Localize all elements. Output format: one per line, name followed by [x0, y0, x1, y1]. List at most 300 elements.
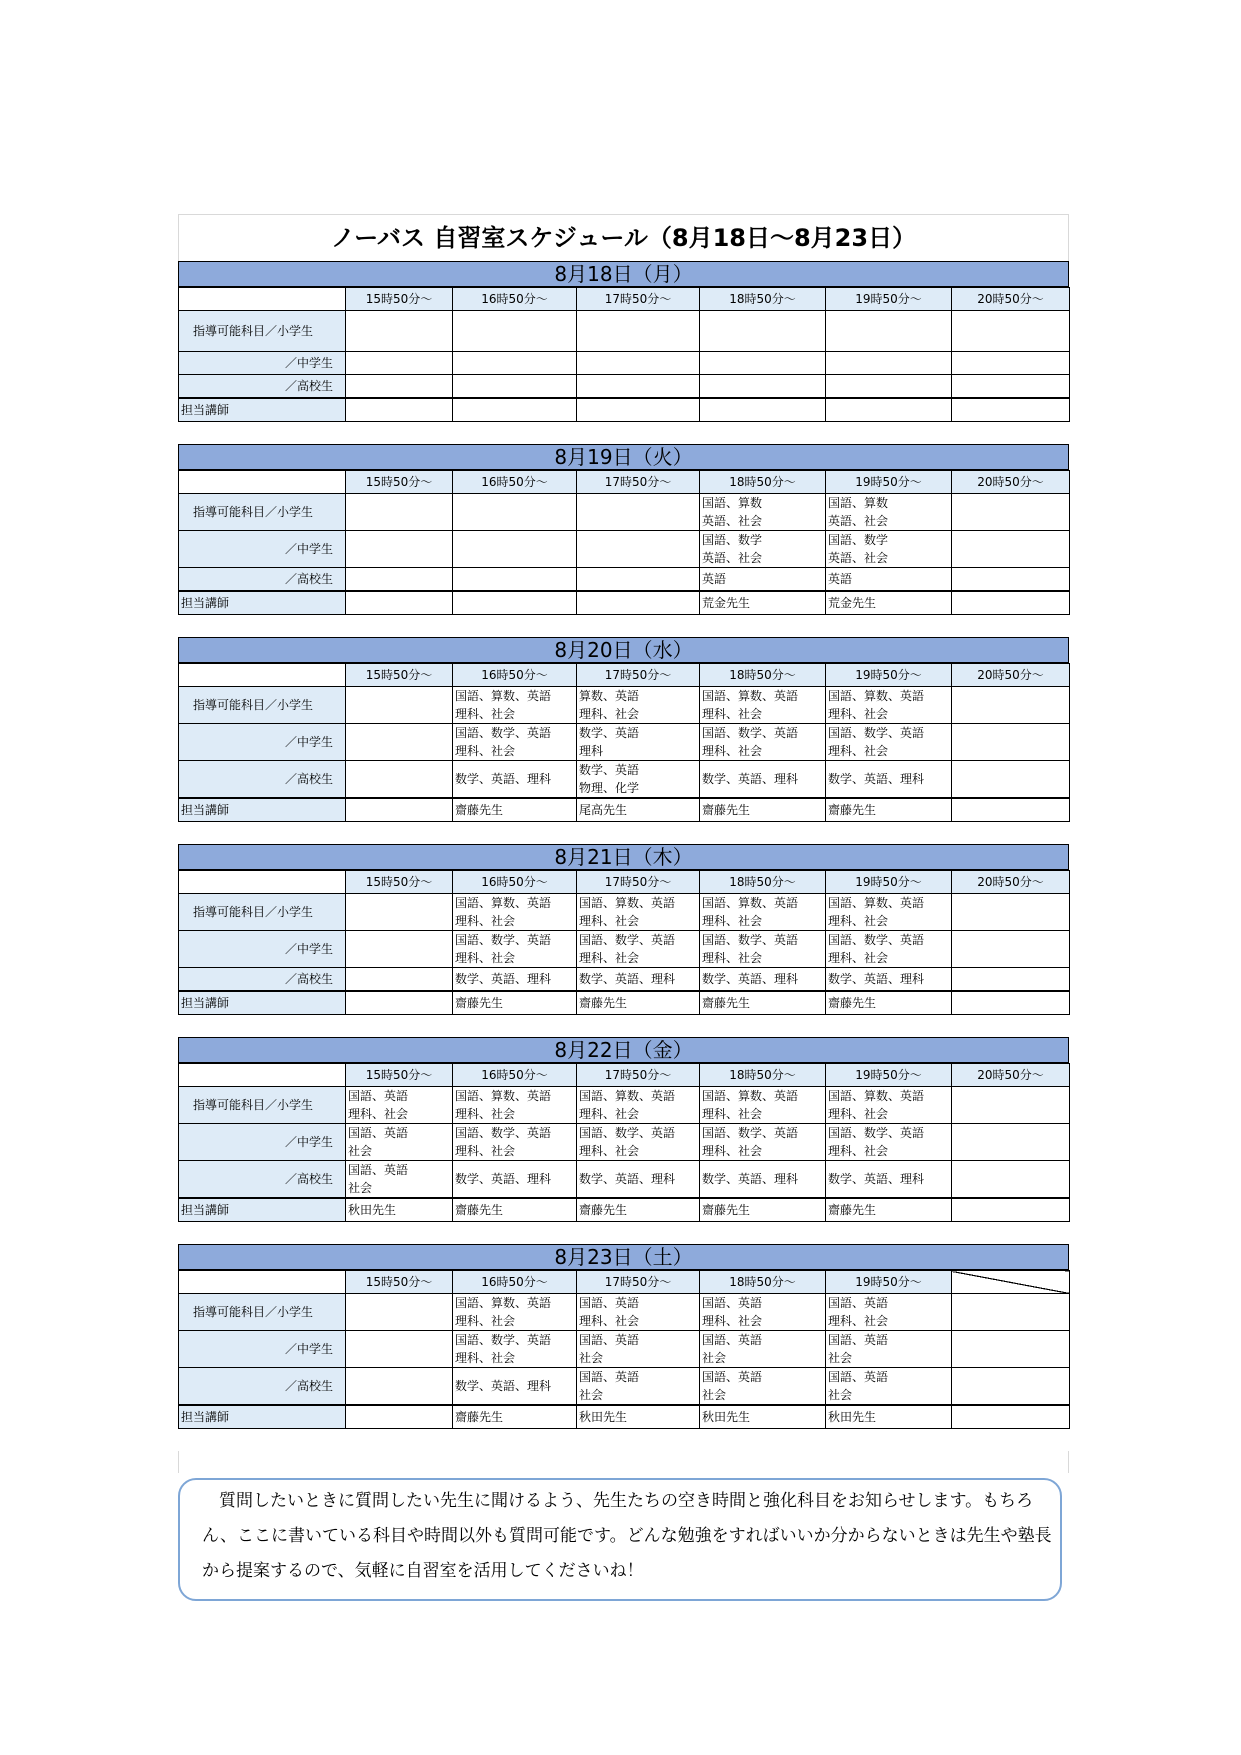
subject-line: 国語、数学、英語	[828, 933, 925, 947]
subject-line: 理科、社会	[455, 1314, 516, 1328]
day-header: 8月23日（土）	[178, 1244, 1069, 1270]
subject-line: 国語、数学、英語	[455, 726, 552, 740]
subject-cell: 英語	[826, 568, 952, 592]
subject-cell	[826, 724, 952, 761]
row-label-teacher: 担当講師	[179, 398, 346, 422]
subject-cell: 数学、英語、理科	[577, 968, 700, 992]
subject-line: 国語、数学	[828, 533, 889, 547]
subject-cell	[826, 311, 952, 352]
subject-line: 国語、数学	[702, 533, 763, 547]
subject-cell	[346, 494, 453, 531]
row-label-teacher: 担当講師	[179, 591, 346, 615]
subject-line: 社会	[702, 1388, 727, 1402]
header-blank-cell	[179, 1271, 346, 1294]
teacher-cell	[453, 398, 577, 422]
subject-line: 国語、算数、英語	[579, 896, 676, 910]
time-slot-header: 20時50分〜	[952, 471, 1070, 494]
teacher-cell: 尾高先生	[577, 798, 700, 822]
subject-cell	[826, 375, 952, 399]
teacher-cell	[952, 1405, 1070, 1429]
subject-cell	[700, 494, 826, 531]
subject-cell	[826, 531, 952, 568]
subject-cell: 数学、英語、理科	[453, 1161, 577, 1199]
subject-line: 国語、算数、英語	[828, 689, 925, 703]
subject-line: 理科、社会	[455, 1107, 516, 1121]
subject-cell	[577, 724, 700, 761]
subject-cell	[952, 1331, 1070, 1368]
subject-line: 理科、社会	[455, 744, 516, 758]
subject-line: 社会	[579, 1388, 604, 1402]
teacher-cell	[346, 591, 453, 615]
subject-line: 国語、数学、英語	[828, 726, 925, 740]
subject-cell	[453, 687, 577, 724]
header-blank-cell	[179, 871, 346, 894]
subject-line: 社会	[348, 1181, 373, 1195]
subject-cell	[826, 352, 952, 375]
time-slot-header: 18時50分〜	[700, 471, 826, 494]
subject-line: 数学、英語	[579, 763, 640, 777]
subject-line: 理科、社会	[702, 914, 763, 928]
time-slot-header: 18時50分〜	[700, 871, 826, 894]
time-slot-header: 18時50分〜	[700, 1064, 826, 1087]
teacher-cell: 荒金先生	[826, 591, 952, 615]
teacher-cell	[826, 398, 952, 422]
subject-cell	[952, 931, 1070, 968]
subject-cell: 数学、英語、理科	[826, 761, 952, 799]
day-header: 8月20日（水）	[178, 637, 1069, 663]
subject-cell	[700, 352, 826, 375]
time-slot-header: 19時50分〜	[826, 871, 952, 894]
subject-line: 理科、社会	[828, 744, 889, 758]
time-slot-header: 20時50分〜	[952, 1064, 1070, 1087]
subject-line: 理科、社会	[579, 1107, 640, 1121]
subject-cell	[826, 1294, 952, 1331]
subject-line: 国語、算数、英語	[455, 1089, 552, 1103]
row-label-elementary: 指導可能科目／小学生	[179, 894, 346, 931]
time-slot-header: 16時50分〜	[453, 1064, 577, 1087]
time-slot-header: 16時50分〜	[453, 288, 577, 311]
subject-line: 理科、社会	[702, 707, 763, 721]
time-slot-header: 17時50分〜	[577, 1271, 700, 1294]
subject-cell	[700, 1294, 826, 1331]
teacher-cell: 齋藤先生	[700, 991, 826, 1015]
teacher-cell: 齋藤先生	[826, 1198, 952, 1222]
subject-cell	[453, 1331, 577, 1368]
teacher-cell: 齋藤先生	[577, 1198, 700, 1222]
schedule-table	[178, 663, 1070, 822]
subject-cell	[453, 568, 577, 592]
subject-cell: 数学、英語、理科	[577, 1161, 700, 1199]
subject-cell	[700, 724, 826, 761]
subject-line: 国語、数学、英語	[702, 933, 799, 947]
day-header: 8月22日（金）	[178, 1037, 1069, 1063]
teacher-cell	[952, 398, 1070, 422]
subject-cell	[577, 1087, 700, 1124]
teacher-cell	[346, 798, 453, 822]
days-container	[178, 261, 1069, 1429]
time-slot-header: 20時50分〜	[952, 871, 1070, 894]
subject-line: 国語、英語	[579, 1296, 640, 1310]
subject-cell	[453, 494, 577, 531]
subject-line: 英語、社会	[828, 514, 889, 528]
subject-cell	[346, 761, 453, 799]
subject-cell: 数学、英語、理科	[453, 1368, 577, 1406]
subject-cell: 数学、英語、理科	[700, 968, 826, 992]
subject-cell	[346, 1294, 453, 1331]
subject-line: 国語、英語	[702, 1296, 763, 1310]
subject-line: 国語、英語	[579, 1333, 640, 1347]
subject-cell: 数学、英語、理科	[453, 761, 577, 799]
subject-line: 理科、社会	[579, 951, 640, 965]
subject-cell	[346, 968, 453, 992]
time-slot-header: 18時50分〜	[700, 1271, 826, 1294]
teacher-cell: 齋藤先生	[453, 798, 577, 822]
row-label-teacher: 担当講師	[179, 798, 346, 822]
header-blank-cell	[179, 471, 346, 494]
subject-line: 国語、英語	[702, 1370, 763, 1384]
subject-cell	[453, 352, 577, 375]
time-slot-header: 19時50分〜	[826, 1271, 952, 1294]
teacher-cell: 齋藤先生	[453, 1405, 577, 1429]
subject-line: 社会	[702, 1351, 727, 1365]
subject-cell	[700, 931, 826, 968]
teacher-cell	[346, 1405, 453, 1429]
subject-cell: 数学、英語、理科	[700, 1161, 826, 1199]
subject-cell	[577, 761, 700, 799]
subject-cell	[577, 1368, 700, 1406]
teacher-cell	[346, 991, 453, 1015]
subject-cell	[952, 494, 1070, 531]
subject-line: 国語、算数、英語	[579, 1089, 676, 1103]
subject-line: 国語、英語	[579, 1370, 640, 1384]
row-label-teacher: 担当講師	[179, 991, 346, 1015]
notice-text: 質問したいときに質問したい先生に聞けるよう、先生たちの空き時間と強化科目をお知らせします。もちろん、ここに書いている科目や時間以外も質問可能です。どんな勉強をすればいいか分からないときは先生や塾長から提案するので、気軽に自習室を活用してくださいね！	[202, 1491, 1052, 1581]
subject-cell	[453, 931, 577, 968]
subject-line: 理科、社会	[702, 1314, 763, 1328]
schedule-table	[178, 1270, 1070, 1429]
subject-cell	[952, 724, 1070, 761]
subject-cell	[952, 531, 1070, 568]
subject-line: 社会	[828, 1388, 853, 1402]
time-slot-header: 17時50分〜	[577, 871, 700, 894]
time-slot-header: 20時50分〜	[952, 664, 1070, 687]
subject-cell	[952, 375, 1070, 399]
teacher-cell: 齋藤先生	[577, 991, 700, 1015]
subject-cell	[826, 1368, 952, 1406]
day-header: 8月19日（火）	[178, 444, 1069, 470]
row-label-high: ／高校生	[179, 761, 346, 799]
teacher-cell	[952, 991, 1070, 1015]
teacher-cell	[952, 1198, 1070, 1222]
row-label-junior: ／中学生	[179, 352, 346, 375]
teacher-cell: 秋田先生	[577, 1405, 700, 1429]
row-label-high: ／高校生	[179, 1368, 346, 1406]
subject-cell	[346, 311, 453, 352]
row-label-junior: ／中学生	[179, 1331, 346, 1368]
time-slot-header: 19時50分〜	[826, 664, 952, 687]
row-label-elementary: 指導可能科目／小学生	[179, 1294, 346, 1331]
subject-cell	[346, 894, 453, 931]
day-header: 8月18日（月）	[178, 261, 1069, 287]
subject-line: 理科、社会	[828, 707, 889, 721]
subject-cell	[346, 724, 453, 761]
time-slot-header: 15時50分〜	[346, 288, 453, 311]
subject-line: 理科、社会	[579, 707, 640, 721]
row-label-teacher: 担当講師	[179, 1405, 346, 1429]
teacher-cell	[453, 591, 577, 615]
subject-line: 国語、算数、英語	[702, 1089, 799, 1103]
header-blank-cell	[179, 1064, 346, 1087]
row-label-junior: ／中学生	[179, 931, 346, 968]
subject-cell	[577, 1331, 700, 1368]
subject-cell	[346, 1161, 453, 1199]
subject-line: 国語、算数、英語	[455, 896, 552, 910]
subject-cell: 数学、英語、理科	[826, 1161, 952, 1199]
time-slot-header: 15時50分〜	[346, 1271, 453, 1294]
subject-cell: 数学、英語、理科	[453, 968, 577, 992]
subject-line: 国語、数学、英語	[702, 726, 799, 740]
time-slot-header: 19時50分〜	[826, 471, 952, 494]
time-slot-header: 15時50分〜	[346, 664, 453, 687]
time-slot-header: 16時50分〜	[453, 664, 577, 687]
time-slot-header: 17時50分〜	[577, 471, 700, 494]
time-slot-header: 16時50分〜	[453, 471, 577, 494]
subject-cell	[577, 494, 700, 531]
subject-line: 理科、社会	[702, 744, 763, 758]
row-label-teacher: 担当講師	[179, 1198, 346, 1222]
subject-cell: 数学、英語、理科	[826, 968, 952, 992]
subject-cell	[346, 352, 453, 375]
subject-line: 国語、算数、英語	[455, 689, 552, 703]
schedule-table	[178, 1063, 1070, 1222]
teacher-cell	[952, 591, 1070, 615]
unavailable-slot	[952, 1271, 1070, 1294]
subject-cell	[346, 568, 453, 592]
subject-cell	[453, 1294, 577, 1331]
subject-line: 理科、社会	[828, 1144, 889, 1158]
subject-line: 数学、英語	[579, 726, 640, 740]
subject-cell	[952, 568, 1070, 592]
teacher-cell: 齋藤先生	[700, 798, 826, 822]
subject-cell	[346, 375, 453, 399]
subject-cell	[952, 1087, 1070, 1124]
subject-line: 国語、英語	[828, 1333, 889, 1347]
subject-cell	[453, 375, 577, 399]
subject-cell	[453, 724, 577, 761]
row-label-elementary: 指導可能科目／小学生	[179, 687, 346, 724]
subject-cell	[700, 687, 826, 724]
row-label-junior: ／中学生	[179, 1124, 346, 1161]
subject-line: 国語、算数	[828, 496, 889, 510]
time-slot-header: 17時50分〜	[577, 1064, 700, 1087]
subject-line: 理科、社会	[348, 1107, 409, 1121]
row-label-high: ／高校生	[179, 375, 346, 399]
notice-box	[178, 1478, 1062, 1601]
subject-cell	[952, 761, 1070, 799]
time-slot-header: 17時50分〜	[577, 664, 700, 687]
time-slot-header: 17時50分〜	[577, 288, 700, 311]
subject-cell	[952, 1294, 1070, 1331]
subject-line: 理科、社会	[455, 1144, 516, 1158]
time-slot-header: 15時50分〜	[346, 871, 453, 894]
subject-cell	[346, 931, 453, 968]
subject-cell	[577, 568, 700, 592]
teacher-cell: 齋藤先生	[826, 798, 952, 822]
subject-cell	[346, 531, 453, 568]
subject-line: 社会	[828, 1351, 853, 1365]
subject-cell	[453, 531, 577, 568]
time-slot-header: 19時50分〜	[826, 1064, 952, 1087]
day-section	[178, 637, 1069, 822]
subject-cell	[952, 1124, 1070, 1161]
subject-cell	[700, 311, 826, 352]
subject-line: 社会	[348, 1144, 373, 1158]
subject-line: 理科、社会	[828, 1107, 889, 1121]
teacher-cell: 秋田先生	[346, 1198, 453, 1222]
grid-tail	[178, 1451, 1069, 1473]
teacher-cell: 秋田先生	[826, 1405, 952, 1429]
row-label-elementary: 指導可能科目／小学生	[179, 1087, 346, 1124]
subject-line: 理科、社会	[828, 914, 889, 928]
subject-line: 英語、社会	[702, 551, 763, 565]
subject-cell	[346, 1124, 453, 1161]
time-slot-header: 15時50分〜	[346, 1064, 453, 1087]
teacher-cell: 齋藤先生	[700, 1198, 826, 1222]
subject-line: 英語、社会	[702, 514, 763, 528]
subject-cell	[826, 931, 952, 968]
subject-cell	[826, 894, 952, 931]
subject-cell	[346, 1087, 453, 1124]
subject-cell	[700, 1124, 826, 1161]
subject-cell	[952, 894, 1070, 931]
subject-cell	[700, 375, 826, 399]
subject-cell	[952, 311, 1070, 352]
subject-line: 国語、算数、英語	[702, 689, 799, 703]
subject-line: 国語、英語	[828, 1296, 889, 1310]
subject-line: 理科、社会	[702, 951, 763, 965]
subject-cell	[700, 1368, 826, 1406]
subject-cell	[577, 375, 700, 399]
subject-cell	[453, 311, 577, 352]
row-label-high: ／高校生	[179, 568, 346, 592]
subject-line: 理科、社会	[579, 914, 640, 928]
subject-cell	[577, 931, 700, 968]
row-label-elementary: 指導可能科目／小学生	[179, 494, 346, 531]
subject-cell	[453, 1087, 577, 1124]
teacher-cell	[577, 591, 700, 615]
subject-cell	[700, 1087, 826, 1124]
subject-cell	[577, 311, 700, 352]
subject-line: 理科、社会	[828, 1314, 889, 1328]
day-section	[178, 261, 1069, 422]
subject-cell	[952, 1368, 1070, 1406]
subject-cell	[952, 968, 1070, 992]
day-section	[178, 1244, 1069, 1429]
subject-cell: 数学、英語、理科	[700, 761, 826, 799]
subject-cell	[453, 894, 577, 931]
teacher-cell: 秋田先生	[700, 1405, 826, 1429]
day-header: 8月21日（木）	[178, 844, 1069, 870]
row-label-junior: ／中学生	[179, 724, 346, 761]
subject-cell	[346, 1368, 453, 1406]
row-label-elementary: 指導可能科目／小学生	[179, 311, 346, 352]
day-section	[178, 1037, 1069, 1222]
day-section	[178, 844, 1069, 1015]
subject-line: 理科	[579, 744, 604, 758]
subject-cell: 英語	[700, 568, 826, 592]
subject-cell	[952, 687, 1070, 724]
subject-line: 国語、数学、英語	[455, 933, 552, 947]
subject-line: 国語、英語	[348, 1163, 409, 1177]
teacher-cell	[577, 398, 700, 422]
subject-line: 理科、社会	[579, 1314, 640, 1328]
subject-line: 理科、社会	[455, 1351, 516, 1365]
time-slot-header: 16時50分〜	[453, 1271, 577, 1294]
subject-line: 国語、数学、英語	[828, 1126, 925, 1140]
subject-cell	[826, 687, 952, 724]
header-blank-cell	[179, 664, 346, 687]
subject-line: 理科、社会	[828, 951, 889, 965]
subject-line: 物理、化学	[579, 781, 640, 795]
teacher-cell: 齋藤先生	[453, 991, 577, 1015]
subject-line: 理科、社会	[579, 1144, 640, 1158]
subject-line: 国語、算数	[702, 496, 763, 510]
subject-line: 理科、社会	[455, 951, 516, 965]
time-slot-header: 15時50分〜	[346, 471, 453, 494]
subject-line: 社会	[579, 1351, 604, 1365]
subject-line: 国語、英語	[702, 1333, 763, 1347]
subject-line: 理科、社会	[455, 914, 516, 928]
row-label-high: ／高校生	[179, 968, 346, 992]
teacher-cell: 齋藤先生	[453, 1198, 577, 1222]
subject-cell	[700, 531, 826, 568]
subject-line: 国語、算数、英語	[828, 1089, 925, 1103]
teacher-cell	[346, 398, 453, 422]
subject-line: 理科、社会	[702, 1144, 763, 1158]
time-slot-header: 18時50分〜	[700, 664, 826, 687]
page-title: ノーバス 自習室スケジュール（8月18日〜8月23日）	[178, 214, 1069, 261]
subject-cell	[826, 1087, 952, 1124]
subject-cell	[453, 1124, 577, 1161]
subject-cell	[346, 1331, 453, 1368]
teacher-cell	[700, 398, 826, 422]
subject-cell	[700, 1331, 826, 1368]
subject-cell	[826, 1331, 952, 1368]
subject-cell	[826, 1124, 952, 1161]
subject-cell	[577, 687, 700, 724]
subject-line: 国語、数学、英語	[455, 1333, 552, 1347]
subject-line: 算数、英語	[579, 689, 640, 703]
subject-line: 国語、算数、英語	[702, 896, 799, 910]
time-slot-header: 16時50分〜	[453, 871, 577, 894]
subject-cell	[952, 352, 1070, 375]
subject-line: 国語、英語	[348, 1126, 409, 1140]
schedule-table	[178, 870, 1070, 1015]
schedule-sheet	[178, 214, 1069, 1473]
subject-line: 英語、社会	[828, 551, 889, 565]
day-section	[178, 444, 1069, 615]
subject-line: 国語、数学、英語	[579, 933, 676, 947]
time-slot-header: 19時50分〜	[826, 288, 952, 311]
teacher-cell: 齋藤先生	[826, 991, 952, 1015]
subject-cell	[577, 531, 700, 568]
subject-line: 国語、算数、英語	[828, 896, 925, 910]
subject-cell	[826, 494, 952, 531]
subject-cell	[577, 1294, 700, 1331]
subject-line: 国語、英語	[348, 1089, 409, 1103]
subject-cell	[700, 894, 826, 931]
row-label-junior: ／中学生	[179, 531, 346, 568]
